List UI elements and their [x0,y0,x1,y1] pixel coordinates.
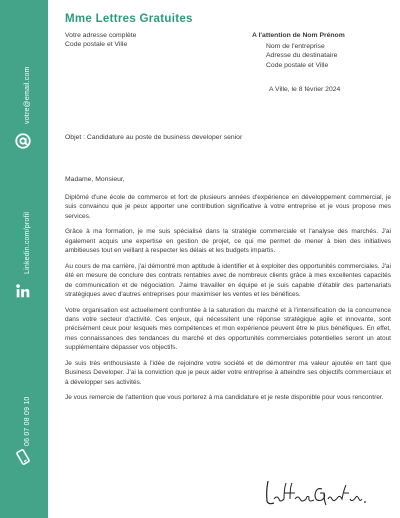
phone-text[interactable]: 06 07 08 09 10 [24,396,31,446]
at-icon [14,132,32,150]
body-paragraph: Je suis très enthousiaste à l'idée de rejoindre votre société et de démontrer ma valeur ajoutée en tant que Business Developer. J'ai la conviction que je peux aider votre entreprise à atteindre ses objectifs commerciaux et à développer ses activités. [65,359,391,386]
recipient-postal-city: Code postale et Ville [266,61,329,69]
body-paragraph: Je vous remercie de l'attention que vous porterez à ma candidature et je reste disponible pour vous rencontrer. [65,394,384,402]
recipient-company: Nom de l'entreprise [266,42,325,50]
letter-body [65,193,391,409]
sender-name: Mme Lettres Gratuites [65,13,193,25]
recipient-address: Adresse du destinataire [266,52,338,59]
sender-address-block [65,31,136,49]
body-paragraph: Votre organisation est actuellement confrontée à la saturation du marché et à l'intensification de la concurrence dans votre secteur d'activité. Ces enjeux, qui nécessitent une réponse stratégique agile et innovante, sont précisément ceux pour lesquels mes compétences et mon expérience peuvent être le plus bénéfiques. En effet, mes connaissances des tendances du marché et des opportunités commerciales potentielles seront un atout supplémentaire dépasser vos objectifs. [65,306,391,352]
letter-object: Objet : Candidature au poste de business developer senior [65,134,243,141]
linkedin-icon [14,282,32,300]
letter-greeting: Madame, Monsieur, [65,176,125,183]
contact-sidebar [0,0,48,518]
sender-address: Votre adresse complète [65,32,137,39]
sender-postal-city: Code postale et Ville [65,41,128,48]
handwritten-signature [260,475,370,509]
recipient-block [252,31,345,70]
letter-content [60,0,390,518]
phone-icon [14,448,32,466]
letter-date: A Ville, le 8 février 2024 [269,86,341,93]
body-paragraph: Diplômé d'une école de commerce et fort de plusieurs années d'expérience en développement commercial, je suis convaincu que je peux apporter une contribution significative à votre entreprise et je vous propose mes services. [65,194,391,220]
recipient-attention: A l'attention de Nom Prénom [252,32,345,39]
email-text[interactable]: votre@email.com [24,66,31,124]
linkedin-text[interactable]: Linkedin.com/profil [24,211,31,274]
body-paragraph: Au cours de ma carrière, j'ai démontré mon aptitude à identifier et à exploiter des opportunités commerciales. J'ai été en mesure de conclure des contrats rentables avec de nombreux clients grâce à mes excellentes capacités de communication et de négociation. J'aime travailler en équipe et je suis capable d'établir des partenariats stratégiques avec d'autres entreprises pour maximiser les ventes et les bénéfices. [65,262,391,299]
body-paragraph: Grâce à ma formation, je me suis spécialisé dans la stratégie commerciale et l'analyse des marchés. J'ai également acquis une expertise en gestion de projet, ce qui me permet de mener à bien des initiatives ambitieuses tout en veillant à respecter les délais et les budgets impartis. [65,228,391,255]
